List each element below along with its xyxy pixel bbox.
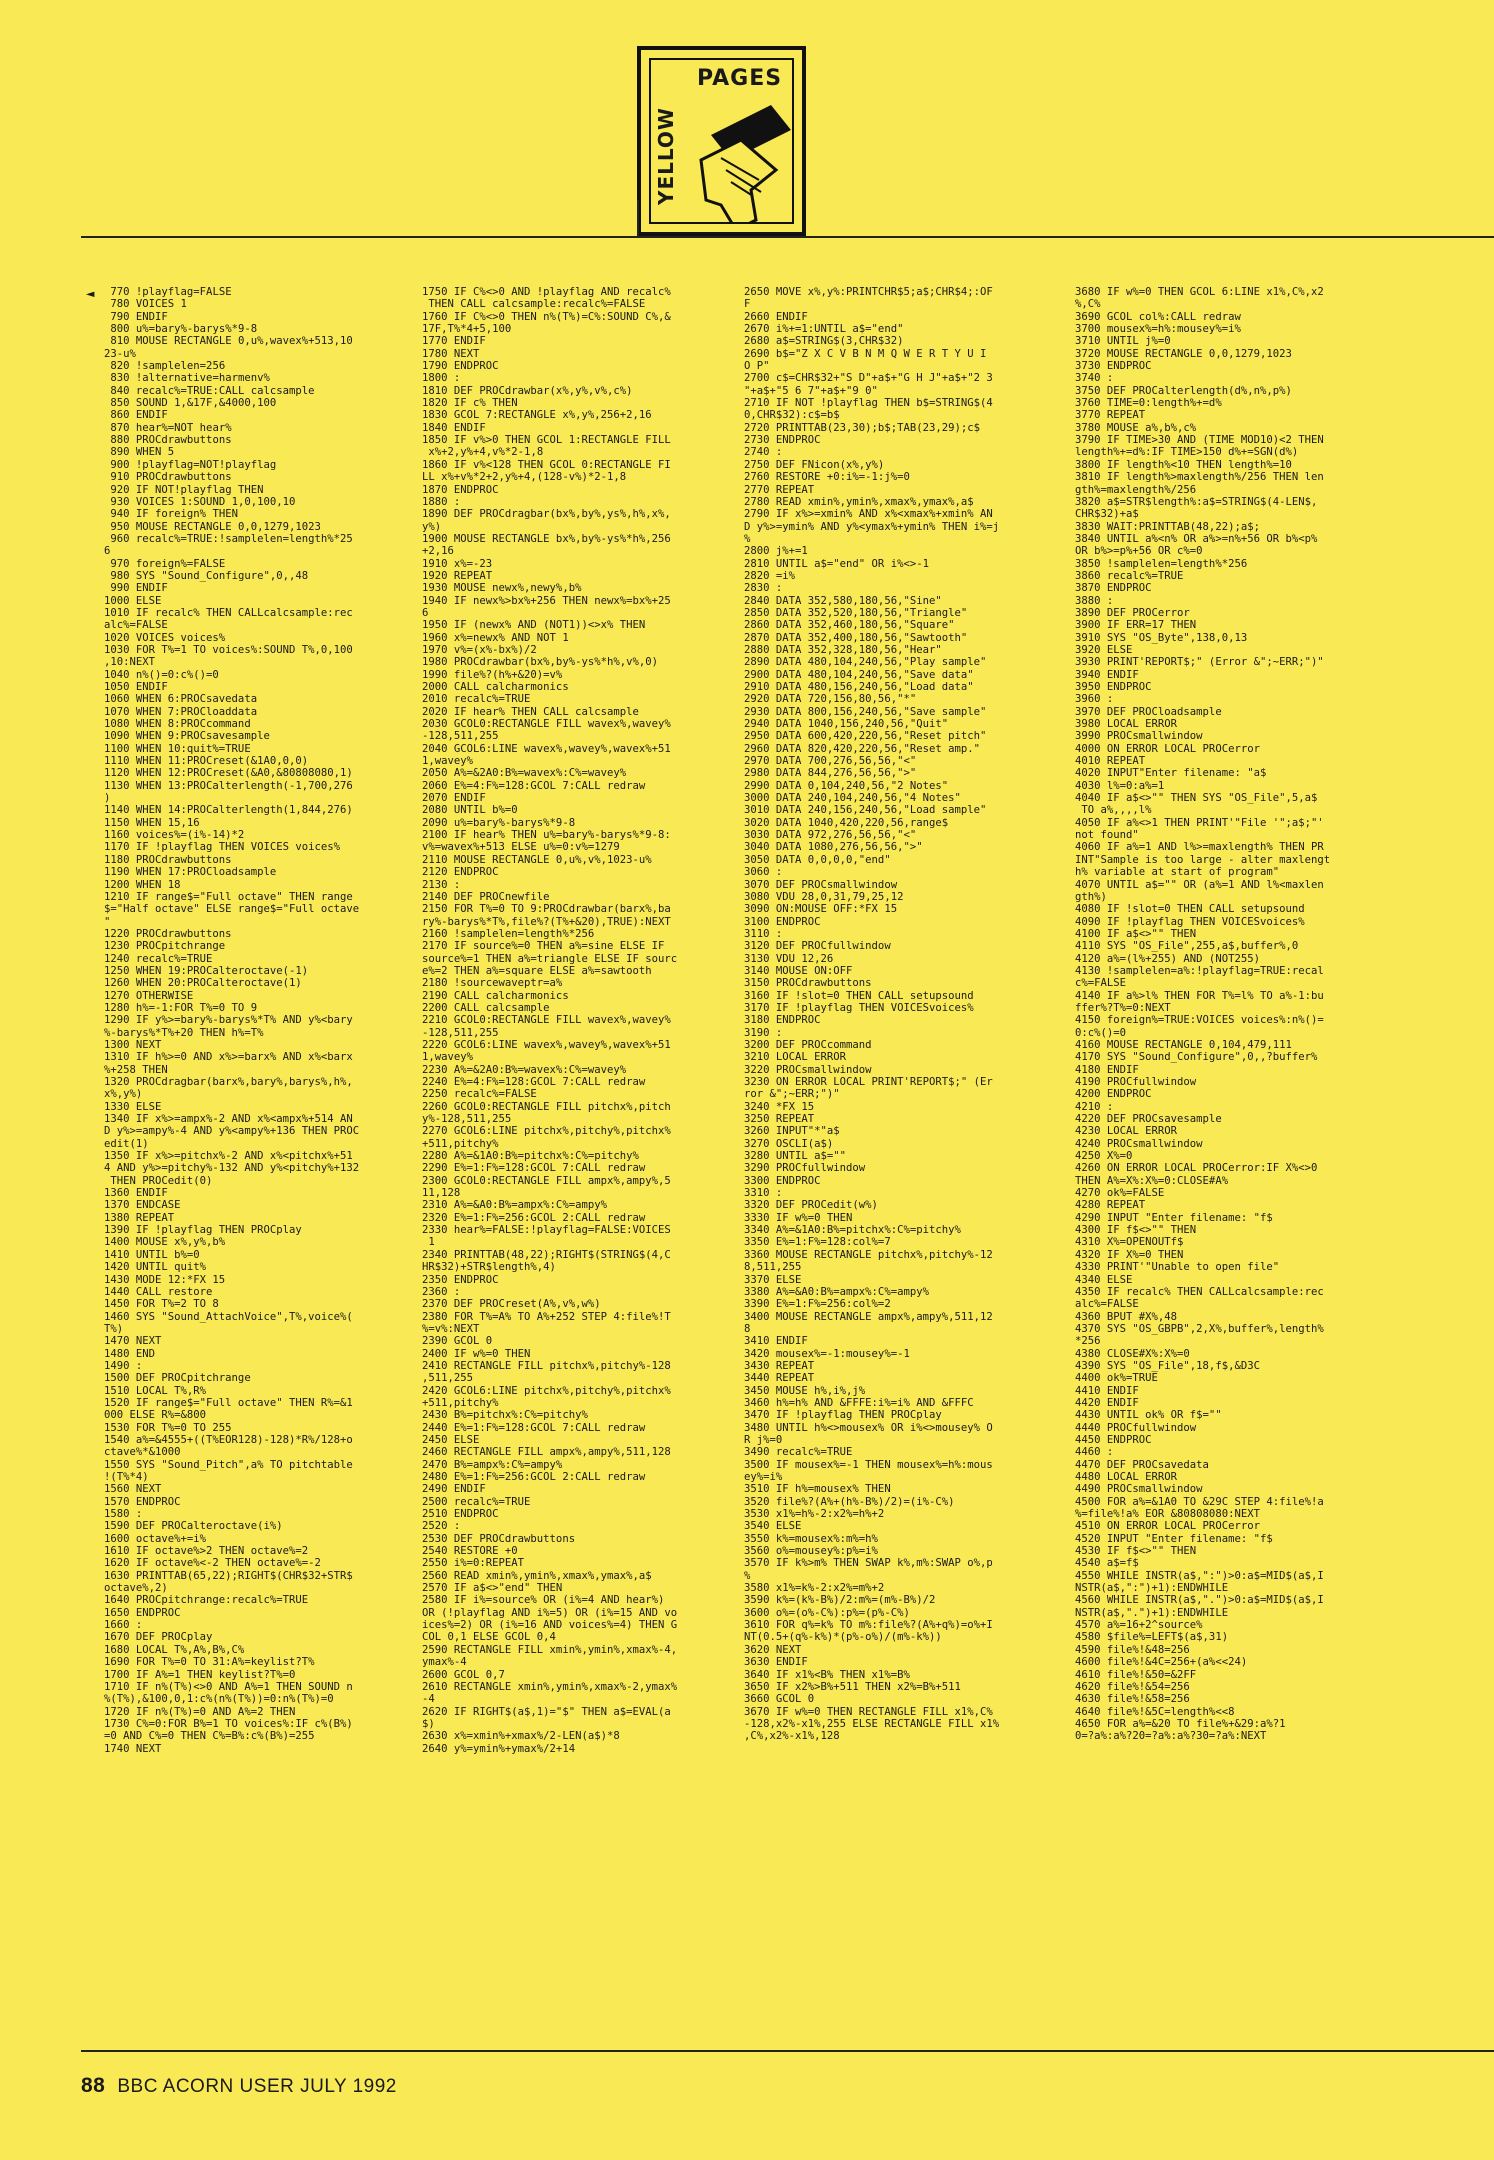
page-number: 88 xyxy=(81,2074,106,2097)
listing-column-4: 3680 IF w%=0 THEN GCOL 6:LINE x1%,C%,x2 %,C% 3690 GCOL col%:CALL redraw 3700 mousex%=h%:mousey%=i% 3710 UNTIL j%=0 3720 MOUSE RECTANGLE 0,0,1279,1023 3730 ENDPROC 3740 : 3750 DEF PROCalterlength(d%,n%,p%) 3760 TIME=0:length%+=d% 3770 REPEAT 3780 MOUSE a%,b%,c% 3790 IF TIME>30 AND (TIME MOD10)<2 THEN length%+=d%:IF TIME>150 d%+=SGN(d%) 3800 IF length%<10 THEN length%=10 3810 IF length%>maxlength%/256 THEN len gth%=maxlength%/256 3820 a$=STR$length%:a$=STRING$(4-LEN$, CHR$32)+a$ 3830 WAIT:PRINTTAB(48,22);a$; 3840 UNTIL a%<n% OR a%>=n%+56 OR b%<p% OR b%>=p%+56 OR c%=0 3850 !samplelen=length%*256 3860 recalc%=TRUE 3870 ENDPROC 3880 : 3890 DEF PROCerror 3900 IF ERR=17 THEN 3910 SYS "OS_Byte",138,0,13 3920 ELSE 3930 PRINT'REPORT$;" (Error &";~ERR;")" 3940 ENDIF 3950 ENDPROC 3960 : 3970 DEF PROCloadsample 3980 LOCAL ERROR 3990 PROCsmallwindow 4000 ON ERROR LOCAL PROCerror 4010 REPEAT 4020 INPUT"Enter filename: "a$ 4030 l%=0:a%=1 4040 IF a$<>"" THEN SYS "OS_File",5,a$ TO a%,,,,l% 4050 IF a%<>1 THEN PRINT'"File '";a$;"' not found" 4060 IF a%=1 AND l%>=maxlength% THEN PR INT"Sample is too large - alter maxlengt h% variable at start of program" 4070 UNTIL a$="" OR (a%=1 AND l%<maxlen gth%) 4080 IF !slot=0 THEN CALL setupsound 4090 IF !playflag THEN VOICESvoices% 4100 IF a$<>"" THEN 4110 SYS "OS_File",255,a$,buffer%,0 4120 a%=(l%+255) AND (NOT255) 4130 !samplelen=a%:!playflag=TRUE:recal c%=FALSE 4140 IF a%>l% THEN FOR T%=l% TO a%-1:bu ffer%?T%=0:NEXT 4150 foreign%=TRUE:VOICES voices%:n%()= 0:c%()=0 4160 MOUSE RECTANGLE 0,104,479,111 4170 SYS "Sound_Configure",0,,?buffer% 4180 ENDIF 4190 PROCfullwindow 4200 ENDPROC 4210 : 4220 DEF PROCsavesample 4230 LOCAL ERROR 4240 PROCsmallwindow 4250 X%=0 4260 ON ERROR LOCAL PROCerror:IF X%<>0 THEN A%=X%:X%=0:CLOSE#A% 4270 ok%=FALSE 4280 REPEAT 4290 INPUT "Enter filename: "f$ 4300 IF f$<>"" THEN 4310 X%=OPENOUTf$ 4320 IF X%=0 THEN 4330 PRINT'"Unable to open file" 4340 ELSE 4350 IF recalc% THEN CALLcalcsample:rec alc%=FALSE 4360 BPUT #X%,48 4370 SYS "OS_GBPB",2,X%,buffer%,length% *256 4380 CLOSE#X%:X%=0 4390 SYS "OS_File",18,f$,&D3C 4400 ok%=TRUE 4410 ENDIF 4420 ENDIF 4430 UNTIL ok% OR f$="" 4440 PROCfullwindow 4450 ENDPROC 4460 : 4470 DEF PROCsavedata 4480 LOCAL ERROR 4490 PROCsmallwindow 4500 FOR a%=&1A0 TO &29C STEP 4:file%!a %=file%!a% EOR &80808080:NEXT 4510 ON ERROR LOCAL PROCerror 4520 INPUT "Enter filename: "f$ 4530 IF f$<>"" THEN 4540 a$=f$ 4550 WHILE INSTR(a$,":")>0:a$=MID$(a$,I NSTR(a$,":")+1):ENDWHILE 4560 WHILE INSTR(a$,".")>0:a$=MID$(a$,I NSTR(a$,".")+1):ENDWHILE 4570 a%=16+2^source% 4580 $file%=LEFT$(a$,31) 4590 file%!&48=256 4600 file%!&4C=256+(a%<<24) 4610 file%!&50=&2FF 4620 file%!&54=256 4630 file%!&58=256 4640 file%!&5C=length%<<8 4650 FOR a%=&20 TO file%+&29:a%?1 0=?a%:a%?20=?a%:a%?30=?a%:NEXT xyxy=(1075,286,1331,1743)
footer-rule xyxy=(81,2050,1494,2052)
listing-column-2: 1750 IF C%<>0 AND !playflag AND recalc% THEN CALL calcsample:recalc%=FALSE 1760 IF C%<>0 THEN n%(T%)=C%:SOUND C%,& 17F,T%*4+5,100 1770 ENDIF 1780 NEXT 1790 ENDPROC 1800 : 1810 DEF PROCdrawbar(x%,y%,v%,c%) 1820 IF c% THEN 1830 GCOL 7:RECTANGLE x%,y%,256+2,16 1840 ENDIF 1850 IF v%>0 THEN GCOL 1:RECTANGLE FILL x%+2,y%+4,v%*2-1,8 1860 IF v%<128 THEN GCOL 0:RECTANGLE FI LL x%+v%*2+2,y%+4,(128-v%)*2-1,8 1870 ENDPROC 1880 : 1890 DEF PROCdragbar(bx%,by%,ys%,h%,x%, y%) 1900 MOUSE RECTANGLE bx%,by%-ys%*h%,256 +2,16 1910 x%=-23 1920 REPEAT 1930 MOUSE newx%,newy%,b% 1940 IF newx%>bx%+256 THEN newx%=bx%+25 6 1950 IF (newx% AND (NOT1))<>x% THEN 1960 x%=newx% AND NOT 1 1970 v%=(x%-bx%)/2 1980 PROCdrawbar(bx%,by%-ys%*h%,v%,0) 1990 file%?(h%+&20)=v% 2000 CALL calcharmonics 2010 recalc%=TRUE 2020 IF hear% THEN CALL calcsample 2030 GCOL0:RECTANGLE FILL wavex%,wavey% -128,511,255 2040 GCOL6:LINE wavex%,wavey%,wavex%+51 1,wavey% 2050 A%=&2A0:B%=wavex%:C%=wavey% 2060 E%=4:F%=128:GCOL 7:CALL redraw 2070 ENDIF 2080 UNTIL b%=0 2090 u%=bary%-barys%*9-8 2100 IF hear% THEN u%=bary%-barys%*9-8: v%=wavex%+513 ELSE u%=0:v%=1279 2110 MOUSE RECTANGLE 0,u%,v%,1023-u% 2120 ENDPROC 2130 : 2140 DEF PROCnewfile 2150 FOR T%=0 TO 9:PROCdrawbar(barx%,ba ry%-barys%*T%,file%?(T%+&20),TRUE):NEXT 2160 !samplelen=length%*256 2170 IF source%=0 THEN a%=sine ELSE IF source%=1 THEN a%=triangle ELSE IF sourc e%=2 THEN a%=square ELSE a%=sawtooth 2180 !sourcewaveptr=a% 2190 CALL calcharmonics 2200 CALL calcsample 2210 GCOL0:RECTANGLE FILL wavex%,wavey% -128,511,255 2220 GCOL6:LINE wavex%,wavey%,wavex%+51 1,wavey% 2230 A%=&2A0:B%=wavex%:C%=wavey% 2240 E%=4:F%=128:GCOL 7:CALL redraw 2250 recalc%=FALSE 2260 GCOL0:RECTANGLE FILL pitchx%,pitch y%-128,511,255 2270 GCOL6:LINE pitchx%,pitchy%,pitchx% +511,pitchy% 2280 A%=&1A0:B%=pitchx%:C%=pitchy% 2290 E%=1:F%=128:GCOL 7:CALL redraw 2300 GCOL0:RECTANGLE FILL ampx%,ampy%,5 11,128 2310 A%=&A0:B%=ampx%:C%=ampy% 2320 E%=1:F%=256:GCOL 2:CALL redraw 2330 hear%=FALSE:!playflag=FALSE:VOICES 1 2340 PRINTTAB(48,22);RIGHT$(STRING$(4,C HR$32)+STR$length%,4) 2350 ENDPROC 2360 : 2370 DEF PROCreset(A%,v%,w%) 2380 FOR T%=A% TO A%+252 STEP 4:file%!T %=v%:NEXT 2390 GCOL 0 2400 IF w%=0 THEN 2410 RECTANGLE FILL pitchx%,pitchy%-128 ,511,255 2420 GCOL6:LINE pitchx%,pitchy%,pitchx% +511,pitchy% 2430 B%=pitchx%:C%=pitchy% 2440 E%=1:F%=128:GCOL 7:CALL redraw 2450 ELSE 2460 RECTANGLE FILL ampx%,ampy%,511,128 2470 B%=ampx%:C%=ampy% 2480 E%=1:F%=256:GCOL 2:CALL redraw 2490 ENDIF 2500 recalc%=TRUE 2510 ENDPROC 2520 : 2530 DEF PROCdrawbuttons 2540 RESTORE +0 2550 i%=0:REPEAT 2560 READ xmin%,ymin%,xmax%,ymax%,a$ 2570 IF a$<>"end" THEN 2580 IF i%=source% OR (i%=4 AND hear%) OR (!playflag AND i%=5) OR (i%=15 AND vo ices%=2) OR (i%=16 AND voices%=4) THEN G COL 0,1 ELSE GCOL 0,4 2590 RECTANGLE FILL xmin%,ymin%,xmax%-4, ymax%-4 2600 GCOL 0,7 2610 RECTANGLE xmin%,ymin%,xmax%-2,ymax% -4 2620 IF RIGHT$(a$,1)="$" THEN a$=EVAL(a $) 2630 x%=xmin%+xmax%/2-LEN(a$)*8 2640 y%=ymin%+ymax%/2+14 xyxy=(422,286,678,1755)
listing-column-1: 770 !playflag=FALSE 780 VOICES 1 790 ENDIF 800 u%=bary%-barys%*9-8 810 MOUSE RECTANGLE 0,u%,wavex%+513,10 23-u% 820 !samplelen=256 830 !alternative=harmenv% 840 recalc%=TRUE:CALL calcsample 850 SOUND 1,&17F,&4000,100 860 ENDIF 870 hear%=NOT hear% 880 PROCdrawbuttons 890 WHEN 5 900 !playflag=NOT!playflag 910 PROCdrawbuttons 920 IF NOT!playflag THEN 930 VOICES 1:SOUND 1,0,100,10 940 IF foreign% THEN 950 MOUSE RECTANGLE 0,0,1279,1023 960 recalc%=TRUE:!samplelen=length%*25 6 970 foreign%=FALSE 980 SYS "Sound_Configure",0,,48 990 ENDIF 1000 ELSE 1010 IF recalc% THEN CALLcalcsample:rec alc%=FALSE 1020 VOICES voices% 1030 FOR T%=1 TO voices%:SOUND T%,0,100 ,10:NEXT 1040 n%()=0:c%()=0 1050 ENDIF 1060 WHEN 6:PROCsavedata 1070 WHEN 7:PROCloaddata 1080 WHEN 8:PROCcommand 1090 WHEN 9:PROCsavesample 1100 WHEN 10:quit%=TRUE 1110 WHEN 11:PROCreset(&1A0,0,0) 1120 WHEN 12:PROCreset(&A0,&80808080,1) 1130 WHEN 13:PROCalterlength(-1,700,276 ) 1140 WHEN 14:PROCalterlength(1,844,276) 1150 WHEN 15,16 1160 voices%=(i%-14)*2 1170 IF !playflag THEN VOICES voices% 1180 PROCdrawbuttons 1190 WHEN 17:PROCloadsample 1200 WHEN 18 1210 IF range$="Full octave" THEN range $="Half octave" ELSE range$="Full octave " 1220 PROCdrawbuttons 1230 PROCpitchrange 1240 recalc%=TRUE 1250 WHEN 19:PROCalteroctave(-1) 1260 WHEN 20:PROCalteroctave(1) 1270 OTHERWISE 1280 h%=-1:FOR T%=0 TO 9 1290 IF y%>=bary%-barys%*T% AND y%<bary %-barys%*T%+20 THEN h%=T% 1300 NEXT 1310 IF h%>=0 AND x%>=barx% AND x%<barx %+258 THEN 1320 PROCdragbar(barx%,bary%,barys%,h%, x%,y%) 1330 ELSE 1340 IF x%>=ampx%-2 AND x%<ampx%+514 AN D y%>=ampy%-4 AND y%<ampy%+136 THEN PROC edit(1) 1350 IF x%>=pitchx%-2 AND x%<pitchx%+51 4 AND y%>=pitchy%-132 AND y%<pitchy%+132 THEN PROCedit(0) 1360 ENDIF 1370 ENDCASE 1380 REPEAT 1390 IF !playflag THEN PROCplay 1400 MOUSE x%,y%,b% 1410 UNTIL b%=0 1420 UNTIL quit% 1430 MODE 12:*FX 15 1440 CALL restore 1450 FOR T%=2 TO 8 1460 SYS "Sound_AttachVoice",T%,voice%( T%) 1470 NEXT 1480 END 1490 : 1500 DEF PROCpitchrange 1510 LOCAL T%,R% 1520 IF range$="Full octave" THEN R%=&1 000 ELSE R%=&800 1530 FOR T%=0 TO 255 1540 a%=&4555+((T%EOR128)-128)*R%/128+o ctave%*&1000 1550 SYS "Sound_Pitch",a% TO pitchtable !(T%*4) 1560 NEXT 1570 ENDPROC 1580 : 1590 DEF PROCalteroctave(i%) 1600 octave%+=i% 1610 IF octave%>2 THEN octave%=2 1620 IF octave%<-2 THEN octave%=-2 1630 PRINTTAB(65,22);RIGHT$(CHR$32+STR$ octave%,2) 1640 PROCpitchrange:recalc%=TRUE 1650 ENDPROC 1660 : 1670 DEF PROCplay 1680 LOCAL T%,A%,B%,C% 1690 FOR T%=0 TO 31:A%=keylist?T% 1700 IF A%=1 THEN keylist?T%=0 1710 IF n%(T%)<>0 AND A%=1 THEN SOUND n %(T%),&100,0,1:c%(n%(T%))=0:n%(T%)=0 1720 IF n%(T%)=0 AND A%=2 THEN 1730 C%=0:FOR B%=1 TO voices%:IF c%(B%) =0 AND C%=0 THEN C%=B%:c%(B%)=255 1740 NEXT xyxy=(104,286,360,1755)
pointing-hand-icon xyxy=(681,100,794,224)
header-rule xyxy=(81,236,1494,238)
yellow-pages-logo xyxy=(637,46,806,236)
header-rule-tick xyxy=(637,200,639,238)
continuation-arrow-icon: ◄ xyxy=(86,286,95,302)
listing-column-3: 2650 MOVE x%,y%:PRINTCHR$5;a$;CHR$4;:OF F 2660 ENDIF 2670 i%+=1:UNTIL a$="end" 2680 a$=STRING$(3,CHR$32) 2690 b$="Z X C V B N M Q W E R T Y U I O P" 2700 c$=CHR$32+"S D"+a$+"G H J"+a$+"2 3 "+a$+"5 6 7"+a$+"9 0" 2710 IF NOT !playflag THEN b$=STRING$(4 0,CHR$32):c$=b$ 2720 PRINTTAB(23,30);b$;TAB(23,29);c$ 2730 ENDPROC 2740 : 2750 DEF FNicon(x%,y%) 2760 RESTORE +0:i%=-1:j%=0 2770 REPEAT 2780 READ xmin%,ymin%,xmax%,ymax%,a$ 2790 IF x%>=xmin% AND x%<xmax%+xmin% AN D y%>=ymin% AND y%<ymax%+ymin% THEN i%=j % 2800 j%+=1 2810 UNTIL a$="end" OR i%<>-1 2820 =i% 2830 : 2840 DATA 352,580,180,56,"Sine" 2850 DATA 352,520,180,56,"Triangle" 2860 DATA 352,460,180,56,"Square" 2870 DATA 352,400,180,56,"Sawtooth" 2880 DATA 352,328,180,56,"Hear" 2890 DATA 480,104,240,56,"Play sample" 2900 DATA 480,104,240,56,"Save data" 2910 DATA 480,156,240,56,"Load data" 2920 DATA 720,156,80,56,"*" 2930 DATA 800,156,240,56,"Save sample" 2940 DATA 1040,156,240,56,"Quit" 2950 DATA 600,420,220,56,"Reset pitch" 2960 DATA 820,420,220,56,"Reset amp." 2970 DATA 700,276,56,56,"<" 2980 DATA 844,276,56,56,">" 2990 DATA 0,104,240,56,"2 Notes" 3000 DATA 240,104,240,56,"4 Notes" 3010 DATA 240,156,240,56,"Load sample" 3020 DATA 1040,420,220,56,range$ 3030 DATA 972,276,56,56,"<" 3040 DATA 1080,276,56,56,">" 3050 DATA 0,0,0,0,"end" 3060 : 3070 DEF PROCsmallwindow 3080 VDU 28,0,31,79,25,12 3090 ON:MOUSE OFF:*FX 15 3100 ENDPROC 3110 : 3120 DEF PROCfullwindow 3130 VDU 12,26 3140 MOUSE ON:OFF 3150 PROCdrawbuttons 3160 IF !slot=0 THEN CALL setupsound 3170 IF !playflag THEN VOICESvoices% 3180 ENDPROC 3190 : 3200 DEF PROCcommand 3210 LOCAL ERROR 3220 PROCsmallwindow 3230 ON ERROR LOCAL PRINT'REPORT$;" (Er ror &";~ERR;")" 3240 *FX 15 3250 REPEAT 3260 INPUT"*"a$ 3270 OSCLI(a$) 3280 UNTIL a$="" 3290 PROCfullwindow 3300 ENDPROC 3310 : 3320 DEF PROCedit(w%) 3330 IF w%=0 THEN 3340 A%=&1A0:B%=pitchx%:C%=pitchy% 3350 E%=1:F%=128:col%=7 3360 MOUSE RECTANGLE pitchx%,pitchy%-12 8,511,255 3370 ELSE 3380 A%=&A0:B%=ampx%:C%=ampy% 3390 E%=1:F%=256:col%=2 3400 MOUSE RECTANGLE ampx%,ampy%,511,12 8 3410 ENDIF 3420 mousex%=-1:mousey%=-1 3430 REPEAT 3440 REPEAT 3450 MOUSE h%,i%,j% 3460 h%=h% AND &FFFE:i%=i% AND &FFFC 3470 IF !playflag THEN PROCplay 3480 UNTIL h%<>mousex% OR i%<>mousey% O R j%=0 3490 recalc%=TRUE 3500 IF mousex%=-1 THEN mousex%=h%:mous ey%=i% 3510 IF h%=mousex% THEN 3520 file%?(A%+(h%-B%)/2)=(i%-C%) 3530 x1%=h%-2:x2%=h%+2 3540 ELSE 3550 k%=mousex%:m%=h% 3560 o%=mousey%:p%=i% 3570 IF k%>m% THEN SWAP k%,m%:SWAP o%,p % 3580 x1%=k%-2:x2%=m%+2 3590 k%=(k%-B%)/2:m%=(m%-B%)/2 3600 o%=(o%-C%):p%=(p%-C%) 3610 FOR q%=k% TO m%:file%?(A%+q%)=o%+I NT(0.5+(q%-k%)*(p%-o%)/(m%-k%)) 3620 NEXT 3630 ENDIF 3640 IF x1%<B% THEN x1%=B% 3650 IF x2%>B%+511 THEN x2%=B%+511 3660 GCOL 0 3670 IF w%=0 THEN RECTANGLE FILL x1%,C% -128,x2%-x1%,255 ELSE RECTANGLE FILL x1% ,C%,x2%-x1%,128 xyxy=(744,286,1000,1743)
logo-pages-label: PAGES xyxy=(697,66,783,91)
publication-line: BBC ACORN USER JULY 1992 xyxy=(117,2076,397,2097)
logo-frame xyxy=(649,58,794,224)
page-footer xyxy=(81,2074,397,2098)
logo-yellow-label: YELLOW xyxy=(653,107,678,205)
